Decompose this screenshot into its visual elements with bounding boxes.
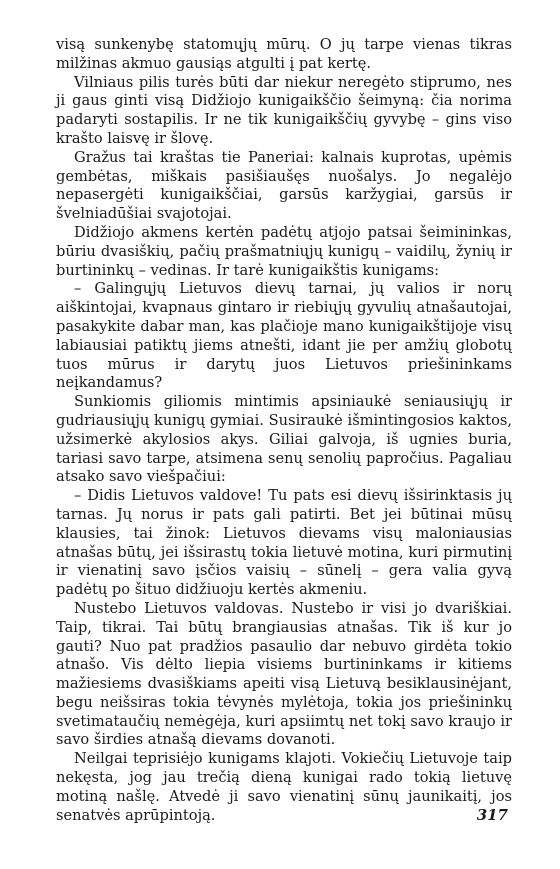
paragraph-4: Didžiojo akmens kertėn padėtų atjojo patsai šeimininkas, būriu dvasiškių, pačių prašmatniųjų kunigų – vaidilų, žynių ir burtininkų – vedinas. Ir tarė kunigaikštis kunigams: xyxy=(56,223,512,279)
paragraph-7: – Didis Lietuvos valdove! Tu pats esi dievų išsirinktasis jų tarnas. Jų norus ir pats gali patirti. Bet jei būtinai mūsų klausies, tai žinok: Lietuvos dievams visų maloniausias atnašas būtų, jei išsirastų tokia lietuvė motina, kuri pirmutinį ir vienatinį savo įsčios vaisių – sūnelį – gera valia gyvą padėtų po šituo didžiuoju kertės akmeniu. xyxy=(56,487,512,599)
page-number: 317 xyxy=(476,806,508,824)
paragraph-5: – Galingųjų Lietuvos dievų tarnai, jų valios ir norų aiškintojai, kvapnaus gintaro ir riebiųjų gyvulių atnašautojai, pasakykite dabar man, kas plačioje mano kunigaikštijoje visų labiausiai patiktų jiems atnešti, idant jie per amžių globotų tuos mūrus ir darytų juos Lietuvos priešininkams neįkandamus? xyxy=(56,280,512,392)
body-text xyxy=(56,36,512,825)
paragraph-3: Gražus tai kraštas tie Paneriai: kalnais kuprotas, upėmis gembėtas, miškais pasišiaušęs nuošalys. Jo negalėjo nepasergėti kunigaikščiai, garsūs karžygiai, garsūs ir švelniadūšiai svajotojai. xyxy=(56,148,512,223)
paragraph-9: Neilgai teprisiėjo kunigams klajoti. Vokiečių Lietuvoje taip nekęsta, jog jau trečią dieną kunigai rado tokią lietuvę motiną našlę. Atvedė ji savo vienatinį sūnų jaunikaitį, jos senatvės aprūpintoją. xyxy=(56,750,512,824)
paragraph-1: visą sunkenybę statomųjų mūrų. O jų tarpe vienas tikras milžinas akmuo gausiąs atgulti į pat kertę. xyxy=(56,36,512,72)
paragraph-2: Vilniaus pilis turės būti dar niekur neregėto stiprumo, nes ji gaus ginti visą Didžiojo kunigaikščio šeimyną: čia norima padaryti sostapilis. Ir ne tik kunigaikščių gyvybę – gins viso krašto laisvę ir šlovę. xyxy=(56,73,512,147)
paragraph-6: Sunkiomis giliomis mintimis apsiniaukė seniausiųjų ir gudriausiųjų kunigų gymiai. Susiraukė išmintingosios kaktos, užsimerkė akylosios akys. Giliai galvoja, iš ugnies buria, tariasi savo tarpe, atsimena senų senolių papročius. Pagaliau atsako savo viešpačiui: xyxy=(56,393,512,486)
paragraph-8: Nustebo Lietuvos valdovas. Nustebo ir visi jo dvariškiai. Taip, tikrai. Tai būtų brangiausias atnašas. Tik iš kur jo gauti? Nuo pat pradžios pasaulio dar nebuvo girdėta tokio atnašo. Vis dėlto liepia visiems burtininkams ir kitiems mažiesiems dvasiškiams apeiti visą Lietuvą besiklausinėjant, begu neišsiras tokia tėvynės mylėtoja, tokia jos priešininkų svetimataučių nemėgėja, kuri apsiimtų net tokį savo kraujo ir savo širdies atnašą dievams dovanoti. xyxy=(56,599,512,749)
